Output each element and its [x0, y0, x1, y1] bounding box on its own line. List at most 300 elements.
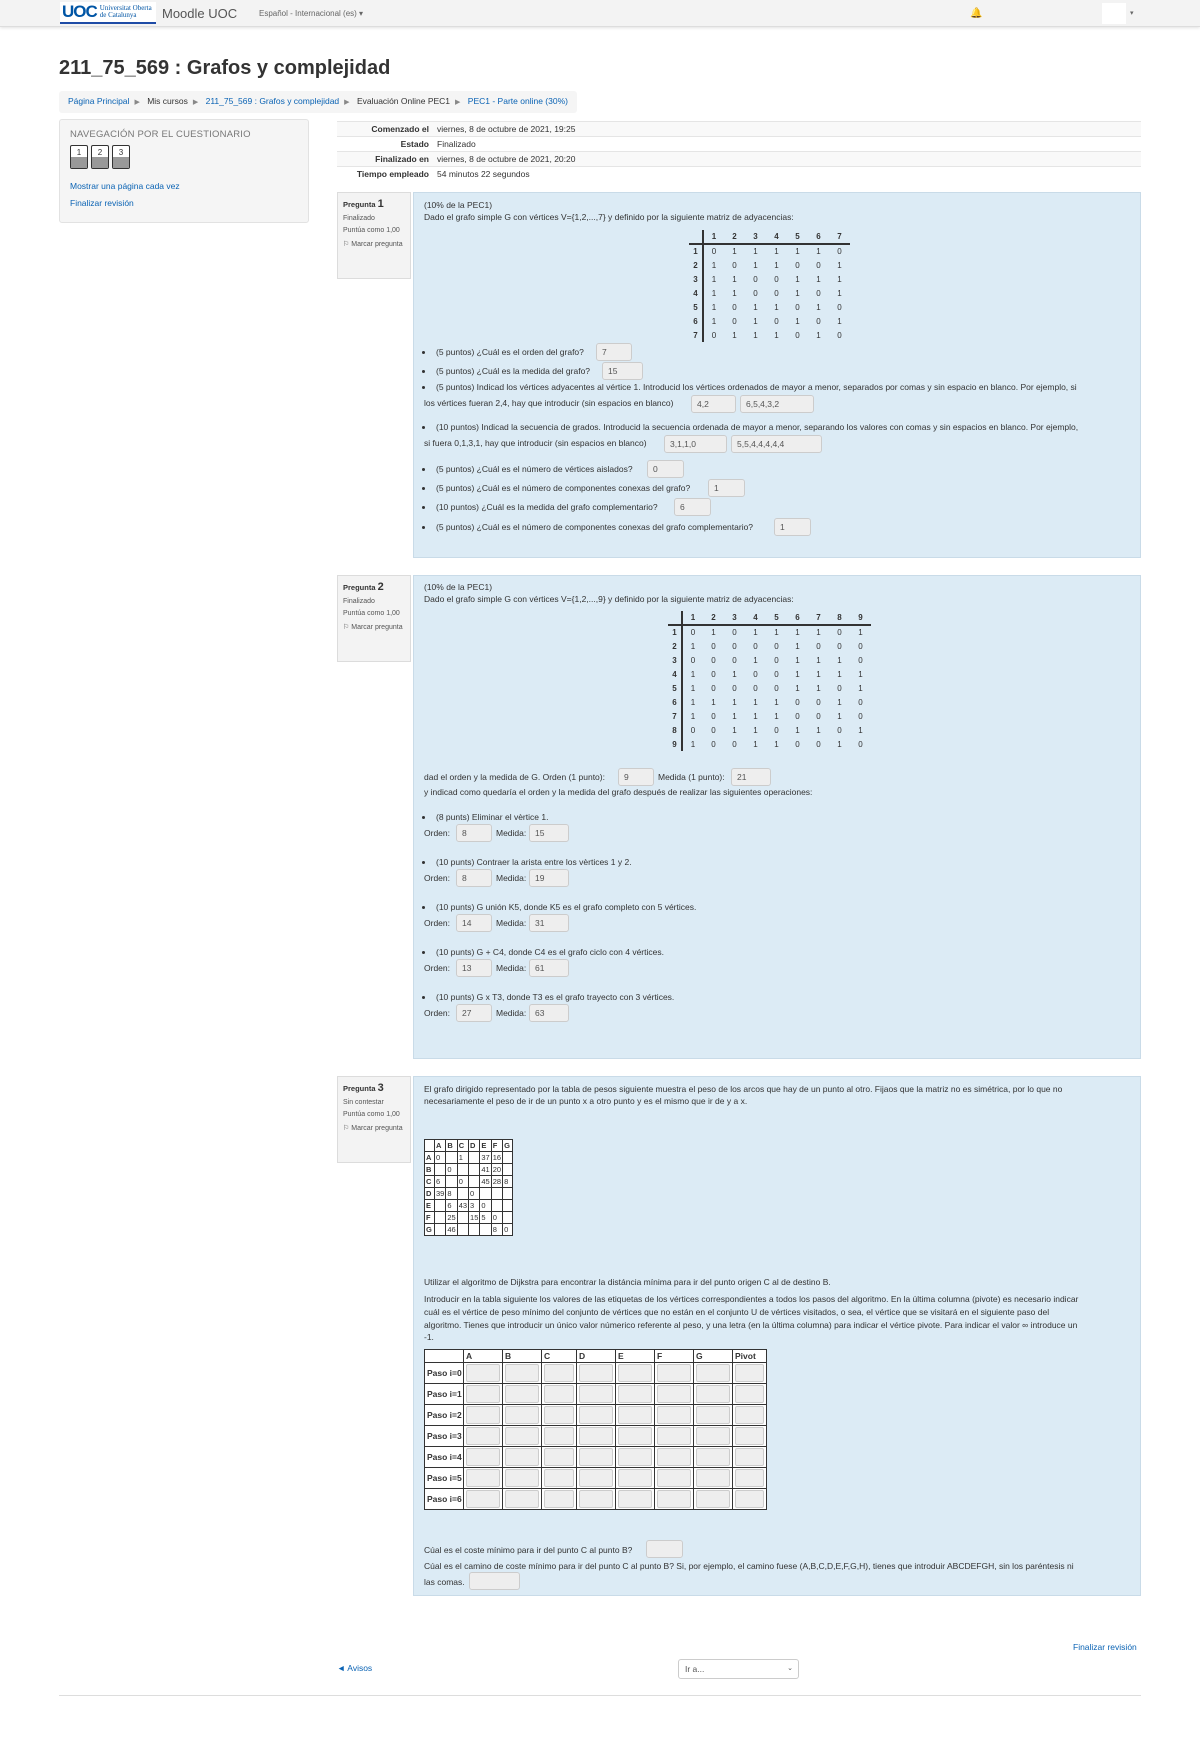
matrix-cell: 1 [753, 330, 758, 340]
q3-path-input[interactable] [469, 1572, 520, 1590]
matrix-col-header: 7 [829, 230, 850, 244]
matrix-cell: 1 [816, 247, 821, 256]
matrix-cell: 1 [795, 288, 800, 298]
weights-cell [446, 1176, 457, 1188]
quiz-nav-button-2[interactable]: 2 [91, 145, 109, 169]
q3-instruction-5: -1. [424, 1332, 434, 1342]
dijkstra-input[interactable] [696, 1385, 730, 1403]
q3-instruction-1: Utilizar el algoritmo de Dijkstra para encontrar la distáncia mínima para ir del punto origen C al de destino B. [424, 1277, 831, 1287]
q1-isolated-input[interactable]: 0 [647, 460, 684, 478]
dijkstra-col-header: Pivot [733, 1350, 767, 1363]
q1-degrees-input[interactable]: 5,5,4,4,4,4,4 [731, 435, 822, 453]
weights-cell: 8 [491, 1224, 502, 1236]
matrix-cell: 1 [795, 641, 800, 651]
matrix-cell: 1 [816, 683, 821, 693]
matrix-cell: 0 [711, 711, 716, 721]
dijkstra-input[interactable] [618, 1427, 652, 1445]
logo-text: Universitat Oberta de Catalunya [99, 4, 152, 19]
q1-order-input[interactable]: 7 [596, 343, 632, 361]
weights-cell [480, 1224, 491, 1236]
dijkstra-input[interactable] [696, 1406, 730, 1424]
flag-question-button[interactable]: ⚐ Marcar pregunta [343, 241, 403, 248]
dijkstra-input[interactable] [544, 1469, 574, 1487]
breadcrumb-home[interactable]: Página Principal [68, 96, 130, 106]
dijkstra-input[interactable] [505, 1406, 539, 1424]
weights-cell: 5 [480, 1212, 491, 1224]
dijkstra-input[interactable] [466, 1406, 500, 1424]
summary-key: Finalizado en [375, 154, 429, 164]
weights-cell [469, 1152, 480, 1164]
matrix-cell: 0 [711, 247, 717, 256]
matrix-cell: 1 [795, 274, 800, 284]
dijkstra-col-header: G [694, 1350, 733, 1363]
dijkstra-input[interactable] [657, 1448, 691, 1466]
q2-op-size-input[interactable]: 31 [529, 914, 569, 932]
question-content-3 [413, 1076, 1141, 1596]
weights-cell: D [425, 1188, 435, 1200]
matrix-row-header: 9 [668, 737, 682, 751]
weights-cell: 20 [492, 1165, 502, 1174]
weights-cell [503, 1152, 513, 1164]
matrix-cell: 1 [816, 330, 821, 340]
weights-cell [469, 1176, 480, 1188]
q2-size-input[interactable]: 21 [731, 768, 771, 786]
dijkstra-input[interactable] [579, 1427, 613, 1445]
dijkstra-input[interactable] [618, 1490, 652, 1508]
matrix-cell: 1 [690, 683, 696, 693]
matrix-cell: 1 [816, 669, 821, 679]
q2-op-size-input[interactable]: 15 [529, 824, 569, 842]
matrix-cell: 0 [795, 330, 800, 340]
dijkstra-col-header: B [503, 1350, 542, 1363]
matrix-cell: 1 [774, 739, 779, 749]
matrix-cell: 0 [711, 683, 716, 693]
matrix-cell: 0 [690, 655, 696, 665]
matrix-cell: 0 [837, 302, 842, 312]
dijkstra-input[interactable] [579, 1406, 613, 1424]
dijkstra-input[interactable] [618, 1469, 652, 1487]
dijkstra-step-label: Paso i=4 [425, 1447, 464, 1468]
dijkstra-input[interactable] [579, 1364, 613, 1382]
q1-size-input[interactable]: 15 [602, 362, 643, 380]
dijkstra-input[interactable] [579, 1448, 613, 1466]
question-state: Sin contestar [343, 1099, 384, 1106]
weights-cell: 1 [457, 1152, 468, 1164]
summary-key: Comenzado el [371, 124, 429, 134]
dijkstra-input[interactable] [505, 1490, 539, 1508]
matrix-row-header: 4 [668, 667, 682, 681]
dijkstra-row [425, 1468, 767, 1489]
q3-path-question-cont: las comas. [424, 1577, 465, 1587]
matrix-cell: 1 [858, 683, 863, 693]
dijkstra-input[interactable] [696, 1427, 730, 1445]
weights-cell: 15 [470, 1213, 479, 1222]
weights-cell: 0 [480, 1200, 491, 1212]
logo-mark: UOC [62, 2, 97, 21]
matrix-cell: 0 [732, 683, 737, 693]
dijkstra-input[interactable] [466, 1469, 500, 1487]
weights-cell: 0 [457, 1176, 468, 1188]
matrix-row-header: 4 [689, 286, 703, 300]
matrix-cell: 0 [732, 260, 737, 270]
question-number: Pregunta 1 [343, 198, 384, 210]
uoc-logo[interactable] [60, 2, 156, 24]
weights-cell: 37 [481, 1153, 490, 1162]
matrix-row-header: 3 [689, 272, 703, 286]
matrix-cell: 1 [732, 669, 737, 679]
dijkstra-step-label: Paso i=2 [425, 1405, 464, 1426]
matrix-cell: 1 [795, 655, 800, 665]
quiz-navigation-block [59, 119, 309, 223]
q3-intro-cont: necesariamente el peso de ir de un punto x a otro punto y es el mismo que ir de y a x. [424, 1096, 748, 1106]
attempt-summary [337, 121, 1141, 181]
q1-degrees-example: 3,1,1,0 [664, 435, 727, 453]
dijkstra-input[interactable] [544, 1490, 574, 1508]
matrix-col-header: 3 [745, 230, 766, 244]
dijkstra-input[interactable] [505, 1469, 539, 1487]
matrix-cell: 0 [753, 641, 758, 651]
dijkstra-step-label: Paso i=0 [425, 1363, 464, 1384]
matrix-row-header: 6 [668, 695, 682, 709]
dijkstra-header-row [425, 1350, 767, 1363]
q2-size-label: Medida: [496, 918, 527, 928]
brand-link[interactable]: Moodle UOC [162, 6, 238, 21]
matrix-cell: 0 [816, 260, 821, 270]
finish-review-link[interactable]: Finalizar revisión [1073, 1642, 1137, 1652]
matrix-row [689, 258, 850, 272]
matrix-col-header: 6 [787, 611, 808, 625]
breadcrumb-my-courses: Mis cursos [147, 96, 188, 106]
dijkstra-input[interactable] [696, 1490, 730, 1508]
q1-item-isolated: (5 puntos) ¿Cuál es el número de vértices aislados? [436, 464, 633, 474]
dijkstra-input[interactable] [657, 1364, 691, 1382]
matrix-cell: 1 [753, 302, 758, 312]
matrix-col-header: 1 [703, 230, 724, 244]
weights-col-header: G [503, 1140, 513, 1152]
matrix-cell: 0 [795, 711, 800, 721]
matrix-row [689, 244, 850, 258]
dijkstra-col-header: E [616, 1350, 655, 1363]
matrix-cell: 0 [711, 641, 716, 651]
jump-to-select[interactable]: Ir a... ⌄ [678, 1659, 799, 1679]
matrix-cell: 1 [753, 711, 758, 721]
dijkstra-input[interactable] [466, 1427, 500, 1445]
dijkstra-row [425, 1489, 767, 1510]
weights-col-header: E [480, 1140, 491, 1152]
matrix-cell: 1 [774, 330, 779, 340]
q3-cost-input[interactable] [646, 1540, 683, 1558]
dijkstra-input[interactable] [579, 1385, 613, 1403]
weights-cell: 28 [492, 1177, 502, 1186]
q1-item-complement-size: (10 puntos) ¿Cuál es la medida del grafo complementario? [436, 502, 658, 512]
user-menu-caret[interactable]: ▾ [1130, 10, 1134, 17]
quiz-nav-button-1[interactable]: 1 [70, 145, 88, 169]
q1-complement-size-input[interactable]: 6 [674, 498, 711, 516]
dijkstra-input[interactable] [544, 1406, 574, 1424]
matrix-cell: 0 [858, 739, 863, 749]
dijkstra-input[interactable] [505, 1364, 539, 1382]
q2-op-order-input[interactable]: 8 [456, 869, 492, 887]
dijkstra-row [425, 1426, 767, 1447]
q2-op-size-input[interactable]: 63 [529, 1004, 569, 1022]
matrix-col-header: 2 [703, 611, 724, 625]
dijkstra-input[interactable] [505, 1448, 539, 1466]
language-menu[interactable]: Español - Internacional (es) ▾ [259, 9, 364, 18]
question-score: Puntúa como 1,00 [343, 610, 400, 617]
dijkstra-col-header: C [542, 1350, 577, 1363]
dijkstra-row [425, 1447, 767, 1468]
weights-cell: 43 [458, 1201, 468, 1210]
flag-question-button[interactable]: ⚐ Marcar pregunta [343, 624, 403, 631]
dijkstra-col-header: D [577, 1350, 616, 1363]
matrix-cell: 0 [837, 247, 842, 256]
weights-cell [503, 1212, 513, 1224]
matrix-col-header: 5 [766, 611, 787, 625]
matrix-row-header: 1 [668, 625, 682, 639]
dijkstra-input[interactable] [657, 1469, 691, 1487]
matrix-cell: 0 [816, 697, 821, 707]
weights-col-header: F [491, 1140, 502, 1152]
dijkstra-step-label: Paso i=6 [425, 1489, 464, 1510]
weights-cell [469, 1224, 480, 1236]
dijkstra-input[interactable] [466, 1448, 500, 1466]
dijkstra-input[interactable] [735, 1406, 764, 1424]
matrix-cell: 0 [795, 302, 800, 312]
matrix-row [689, 328, 850, 342]
weights-cell [503, 1188, 513, 1200]
previous-activity-link[interactable]: ◄ Avisos [337, 1663, 373, 1673]
dijkstra-input[interactable] [735, 1469, 764, 1487]
dijkstra-input[interactable] [466, 1364, 500, 1382]
dijkstra-input[interactable] [466, 1385, 500, 1403]
matrix-col-header: 1 [682, 611, 703, 625]
weights-cell [491, 1200, 502, 1212]
dijkstra-input[interactable] [657, 1406, 691, 1424]
matrix-cell: 1 [753, 739, 758, 749]
matrix-col-header: 4 [745, 611, 766, 625]
q3-instruction-2: Introducir en la tabla siguiente los valores de las etiquetas de los vértices correspondientes a todos los pasos del algoritmo. En la última columna (pivote) es necesario indicar [424, 1294, 1079, 1304]
matrix-cell: 0 [711, 330, 717, 340]
matrix-cell: 1 [732, 697, 737, 707]
weights-cell: 3 [469, 1200, 480, 1212]
matrix-cell: 0 [774, 655, 779, 665]
weights-cell: 8 [503, 1176, 513, 1188]
weights-cell: C [425, 1176, 435, 1188]
weights-cell: 0 [503, 1224, 513, 1236]
matrix-cell: 1 [837, 655, 842, 665]
dijkstra-input[interactable] [618, 1385, 652, 1403]
breadcrumb-quiz[interactable]: PEC1 - Parte online (30%) [467, 96, 568, 106]
q2-op-size-input[interactable]: 19 [529, 869, 569, 887]
matrix-cell: 0 [858, 711, 863, 721]
matrix-cell: 1 [858, 628, 863, 637]
q2-operation: (10 punts) G unión K5, donde K5 es el grafo completo con 5 vértices. [436, 902, 697, 912]
matrix-cell: 0 [837, 628, 842, 637]
dijkstra-input[interactable] [505, 1385, 539, 1403]
matrix-cell: 1 [690, 739, 696, 749]
weights-cell [480, 1188, 491, 1200]
breadcrumb-course[interactable]: 211_75_569 : Grafos y complejidad [205, 96, 340, 106]
q1-complement-components-input[interactable]: 1 [774, 518, 811, 536]
matrix-cell: 0 [837, 330, 842, 340]
question-state: Finalizado [343, 598, 375, 605]
notifications-icon[interactable]: 🔔 [970, 8, 983, 19]
question-number: Pregunta 2 [343, 581, 384, 593]
matrix-cell: 0 [753, 683, 758, 693]
dijkstra-input[interactable] [544, 1385, 574, 1403]
matrix-row-header: 6 [689, 314, 703, 328]
matrix-col-header: 5 [787, 230, 808, 244]
matrix-row [668, 667, 871, 681]
dijkstra-input[interactable] [544, 1364, 574, 1382]
matrix-row [689, 272, 850, 286]
matrix-cell: 1 [816, 274, 821, 284]
q3-path-question: Cúal es el camino de coste mínimo para ir del punto C al punto B? Si, por ejemplo, el camino fuese (A,B,C,D,E,F,G,H), tienes que introduir ABCDEFGH, sin los paréntesis ni [424, 1561, 1074, 1571]
weights-cell: 16 [492, 1153, 502, 1162]
matrix-cell: 1 [816, 725, 821, 735]
q2-op-size-input[interactable]: 61 [529, 959, 569, 977]
dijkstra-input[interactable] [618, 1406, 652, 1424]
matrix-col-header: 7 [808, 611, 829, 625]
flag-question-button[interactable]: ⚐ Marcar pregunta [343, 1125, 403, 1132]
matrix-cell: 0 [711, 725, 716, 735]
weights-cell [503, 1164, 513, 1176]
matrix-cell: 1 [837, 669, 842, 679]
weights-cell: 41 [481, 1165, 490, 1174]
dijkstra-input[interactable] [466, 1490, 500, 1508]
dijkstra-input[interactable] [618, 1448, 652, 1466]
dijkstra-input[interactable] [505, 1427, 539, 1445]
matrix-cell: 1 [837, 274, 842, 284]
q2-size-label: Medida: [496, 828, 527, 838]
weights-cell: 6 [446, 1200, 457, 1212]
matrix-cell: 0 [816, 711, 821, 721]
breadcrumb: Página Principal ▶ Mis cursos ▶ 211_75_569 : Grafos y complejidad ▶ Evaluación Online PEC1 ▶ PEC1 - Parte online (30%) [59, 91, 577, 113]
q2-op-order-input[interactable]: 14 [456, 914, 492, 932]
q2-size-label: Medida: [496, 873, 527, 883]
dijkstra-input[interactable] [735, 1448, 764, 1466]
dijkstra-input[interactable] [544, 1427, 574, 1445]
weights-cell [435, 1212, 446, 1224]
matrix-cell: 0 [795, 739, 800, 749]
matrix-cell: 0 [690, 628, 696, 637]
weights-col-header: C [457, 1140, 468, 1152]
dijkstra-input[interactable] [618, 1364, 652, 1382]
matrix-cell: 0 [774, 288, 779, 298]
weights-header-row [425, 1140, 513, 1152]
q1-item-adjacent-cont: los vértices fueran 2,4, hay que introducir (sin espacios en blanco) [424, 398, 674, 408]
matrix-cell: 0 [774, 274, 779, 284]
q1-item-degrees-cont: si fuera 0,1,3,1, hay que introducir (sin espacios en blanco) [424, 438, 647, 448]
quiz-nav-button-3[interactable]: 3 [112, 145, 130, 169]
matrix-cell: 0 [837, 683, 842, 693]
matrix-cell: 0 [816, 739, 821, 749]
summary-value: 54 minutos 22 segundos [437, 169, 530, 179]
q1-adjacent-input[interactable]: 6,5,4,3,2 [740, 395, 814, 413]
matrix-cell: 1 [711, 697, 716, 707]
matrix-cell: 0 [816, 316, 821, 326]
top-navbar [0, 0, 1200, 27]
matrix-cell: 1 [753, 725, 758, 735]
matrix-row [668, 709, 871, 723]
dijkstra-input[interactable] [657, 1385, 691, 1403]
matrix-cell: 0 [732, 641, 737, 651]
matrix-cell: 1 [795, 725, 800, 735]
matrix-cell: 1 [795, 628, 800, 637]
matrix-cell: 0 [711, 655, 716, 665]
dijkstra-input[interactable] [735, 1490, 764, 1508]
matrix-cell: 1 [858, 669, 863, 679]
weights-row [425, 1164, 513, 1176]
avatar[interactable] [1102, 3, 1126, 24]
dijkstra-input[interactable] [657, 1427, 691, 1445]
dijkstra-col-header: A [464, 1350, 503, 1363]
q1-intro: (10% de la PEC1) [424, 200, 493, 210]
q2-order-label: Orden: [424, 918, 450, 928]
q2-order-label: Orden: [424, 828, 450, 838]
weights-cell: 0 [491, 1212, 502, 1224]
dijkstra-input[interactable] [735, 1385, 764, 1403]
matrix-cell: 0 [795, 260, 800, 270]
q2-order-input[interactable]: 9 [618, 768, 654, 786]
matrix-cell: 0 [753, 669, 758, 679]
summary-value: Finalizado [437, 139, 476, 149]
weights-cell: 25 [447, 1213, 456, 1222]
matrix-row [668, 737, 871, 751]
dijkstra-input[interactable] [579, 1490, 613, 1508]
dijkstra-input[interactable] [696, 1448, 730, 1466]
matrix-cell: 1 [774, 711, 779, 721]
q1-components-input[interactable]: 1 [708, 479, 745, 497]
weights-cell: F [425, 1212, 435, 1224]
matrix-row [668, 681, 871, 695]
weights-cell: G [425, 1224, 435, 1236]
q3-instruction-4: algoritmo. Tienes que introducir un único valor númerico referente al peso, y una letra (en la última columna) para indicar el vértice pivote. Para indicar el valor ∞ introduce un [424, 1320, 1078, 1330]
show-one-page-link[interactable]: Mostrar una página cada vez [70, 181, 180, 191]
dijkstra-input[interactable] [735, 1427, 764, 1445]
dijkstra-input[interactable] [579, 1469, 613, 1487]
dijkstra-input[interactable] [696, 1364, 730, 1382]
matrix-cell: 1 [837, 260, 842, 270]
matrix-cell: 0 [795, 697, 800, 707]
matrix-cell: 1 [837, 739, 842, 749]
question-info-1 [337, 192, 411, 279]
matrix-col-header: 6 [808, 230, 829, 244]
weights-row [425, 1176, 513, 1188]
matrix-row-header: 2 [689, 258, 703, 272]
q2-op-order-input[interactable]: 27 [456, 1004, 492, 1022]
finish-review-link[interactable]: Finalizar revisión [70, 198, 134, 208]
matrix-cell: 1 [711, 302, 717, 312]
dijkstra-step-label: Paso i=1 [425, 1384, 464, 1405]
q2-op-order-input[interactable]: 13 [456, 959, 492, 977]
dijkstra-input[interactable] [735, 1364, 764, 1382]
question-number: Pregunta 3 [343, 1082, 384, 1094]
question-content-1 [413, 192, 1141, 558]
dijkstra-input[interactable] [696, 1469, 730, 1487]
adjacency-matrix-1 [689, 230, 850, 342]
weights-cell: B [425, 1164, 435, 1176]
dijkstra-row [425, 1363, 767, 1384]
dijkstra-input[interactable] [657, 1490, 691, 1508]
matrix-cell: 0 [774, 316, 779, 326]
q2-op-order-input[interactable]: 8 [456, 824, 492, 842]
weights-cell: A [425, 1152, 435, 1164]
matrix-cell: 1 [753, 628, 758, 637]
q1-item-components: (5 puntos) ¿Cuál es el número de componentes conexas del grafo? [436, 483, 691, 493]
matrix-cell: 0 [753, 274, 758, 284]
dijkstra-input[interactable] [544, 1448, 574, 1466]
